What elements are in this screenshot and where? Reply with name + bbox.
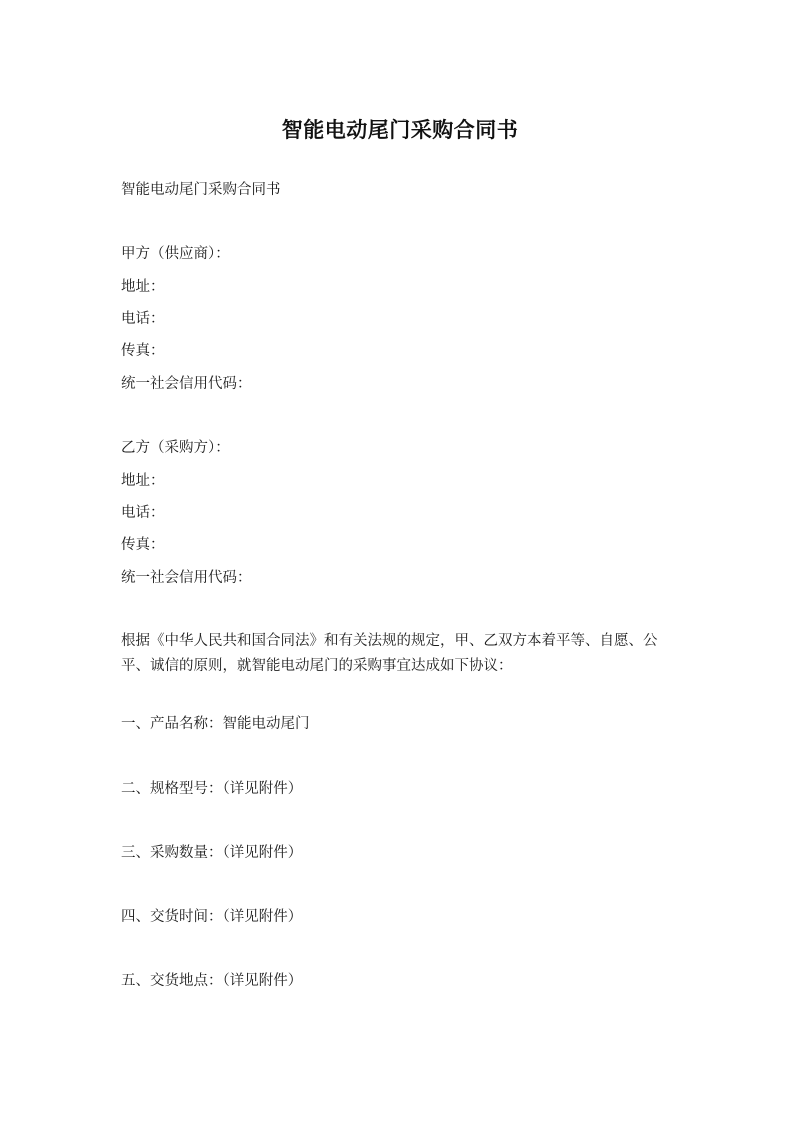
document-subtitle: 智能电动尾门采购合同书	[121, 182, 281, 198]
clause-delivery-time: 四、交货时间：（详见附件）	[121, 909, 303, 925]
party-a-heading: 甲方（供应商）：	[121, 246, 230, 262]
clause-model-spec: 二、规格型号：（详见附件）	[121, 781, 303, 797]
clause-quantity: 三、采购数量：（详见附件）	[121, 845, 303, 861]
party-a-phone-label: 电话：	[121, 311, 165, 327]
preamble-paragraph: 根据《中华人民共和国合同法》和有关法规的规定，甲、乙双方本着平等、自愿、公平、诚信的原则，就智能电动尾门的采购事宜达成如下协议：	[121, 633, 658, 674]
clause-product-name: 一、产品名称：智能电动尾门	[121, 716, 310, 732]
party-a-address-label: 地址：	[121, 279, 165, 295]
party-b-fax-label: 传真：	[121, 537, 165, 553]
clause-delivery-place: 五、交货地点：（详见附件）	[121, 973, 303, 989]
party-b-phone-label: 电话：	[121, 505, 165, 521]
party-b-heading: 乙方（采购方）：	[121, 440, 230, 456]
party-b-address-label: 地址：	[121, 473, 165, 489]
document-title: 智能电动尾门采购合同书	[281, 117, 519, 142]
party-b-credit-code-label: 统一社会信用代码：	[121, 570, 252, 586]
party-a-fax-label: 传真：	[121, 343, 165, 359]
party-a-credit-code-label: 统一社会信用代码：	[121, 376, 252, 392]
